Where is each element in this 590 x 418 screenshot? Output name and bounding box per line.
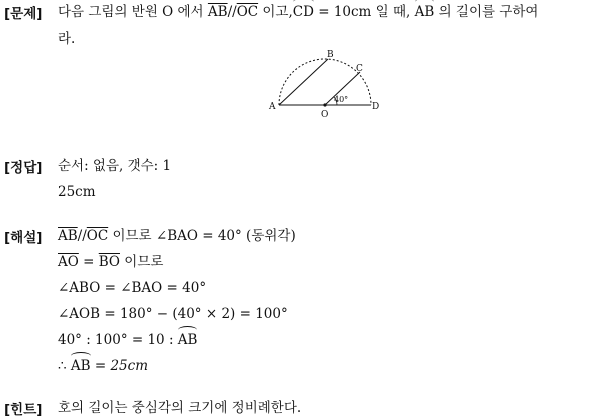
point-b-label: B (327, 50, 334, 60)
point-o-label: O (321, 110, 329, 120)
point-a-label: A (269, 102, 276, 112)
angle-label: 40° (334, 95, 349, 104)
answer-line1: 순서: 없음, 갯수: 1 (58, 158, 172, 174)
semicircle-figure (262, 50, 392, 120)
problem-text-line1 (58, 2, 538, 22)
solution-label: [해설] (4, 230, 43, 246)
parallel-sign: // (77, 228, 87, 244)
arc-ab: AB (70, 358, 91, 374)
segment-ab: $\overline{AB}$ (58, 228, 78, 244)
problem-text: 이고, (258, 4, 293, 20)
segment-bo: $\overline{BO}$ (98, 254, 120, 270)
solution-line6 (58, 356, 148, 376)
segment-ab: $\overline{AB}$ (207, 4, 228, 20)
arc-ab: AB (414, 4, 435, 20)
arc-ab: AB (177, 332, 198, 348)
center-point (323, 103, 326, 106)
solution-text: 40° : 100° = 10 : (58, 332, 178, 348)
equals-sign: = (78, 254, 99, 270)
solution-line5 (58, 330, 197, 350)
answer-line2: 25cm (58, 184, 96, 200)
answer-label: [정답] (4, 160, 43, 176)
hint-label: [힌트] (4, 402, 43, 418)
chord-ab (279, 59, 328, 105)
segment-oc: $\overline{OC}$ (236, 4, 259, 20)
solution-text: 이므로 ∠BAO = 40° (동위각) (108, 228, 296, 244)
point-c-label: C (356, 64, 363, 74)
problem-text: 다음 그림의 반원 O 에서 (58, 4, 208, 20)
parallel-sign: // (227, 4, 237, 20)
solution-text: = 25cm (90, 358, 148, 374)
therefore-sign: ∴ (58, 358, 71, 374)
problem-label: [문제] (4, 6, 43, 22)
solution-line3: ∠ABO = ∠BAO = 40° (58, 280, 207, 296)
solution-line4: ∠AOB = 180° − (40° × 2) = 100° (58, 306, 288, 322)
point-d-label: D (372, 102, 380, 112)
solution-line2 (58, 252, 163, 272)
arc-cd: CD (292, 4, 314, 20)
segment-ao: $\overline{AO}$ (58, 254, 79, 270)
problem-text-line2: 라. (58, 31, 76, 47)
segment-oc: $\overline{OC}$ (86, 228, 109, 244)
solution-text: 이므로 (119, 254, 164, 270)
hint-text: 호의 길이는 중심각의 크기에 정비례한다. (58, 400, 302, 416)
solution-line1 (58, 226, 296, 246)
problem-text: = 10cm 일 때, (313, 4, 415, 20)
problem-text: 의 길이를 구하여 (434, 4, 539, 20)
